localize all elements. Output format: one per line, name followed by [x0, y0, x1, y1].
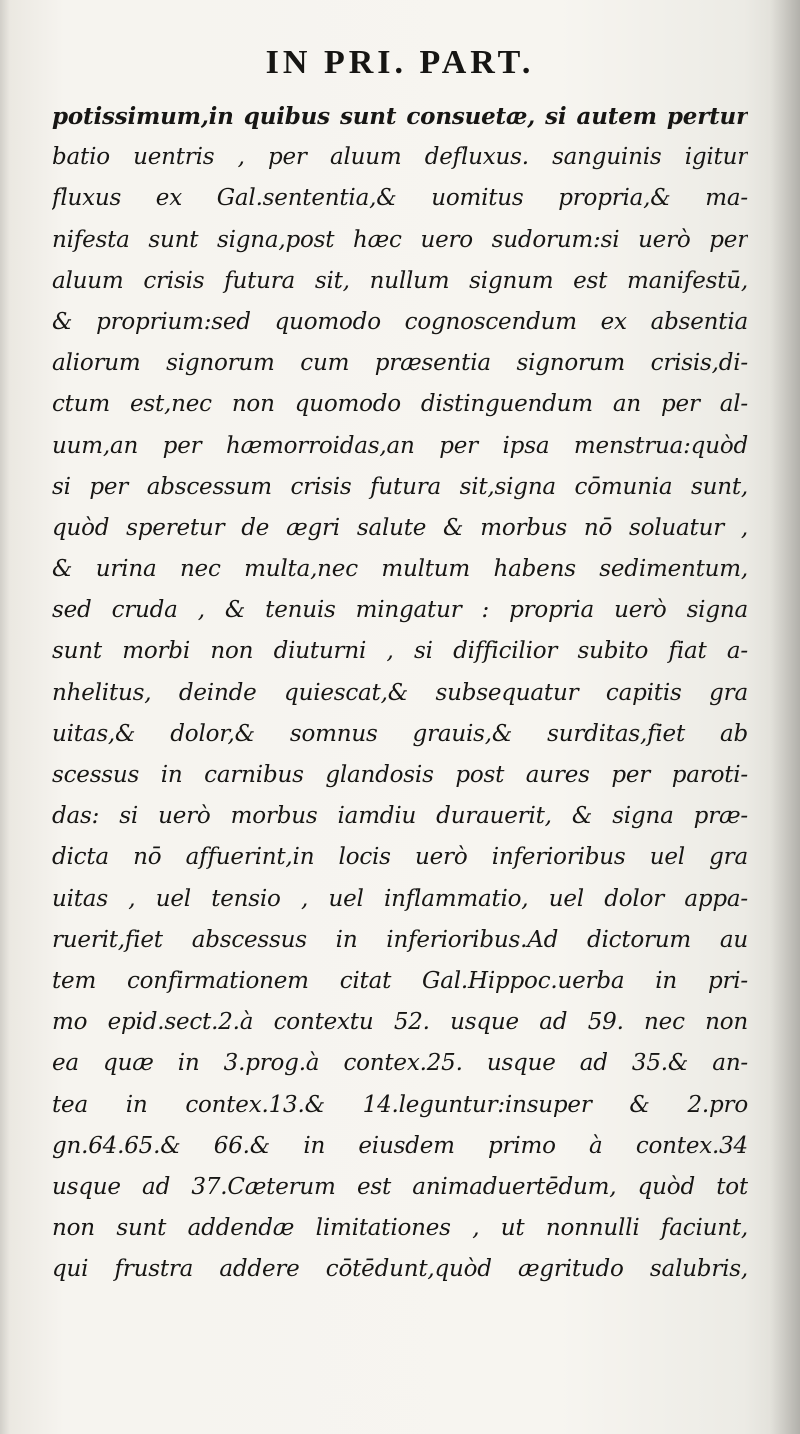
- text-line: dicta nō affuerint,in locis uerò inferioribus uel gra: [52, 844, 748, 871]
- text-line: nifesta sunt signa,post hæc uero sudorum:si uerò per: [52, 226, 748, 253]
- text-line: sunt morbi non diuturni , si difficilior subito fiat a-: [52, 638, 748, 665]
- text-line: nhelitus, deinde quiescat,& subsequatur capitis gra: [52, 679, 748, 706]
- text-line: mo epid.sect.2.à contextu 52. usque ad 59. nec non: [52, 1009, 748, 1036]
- text-line: gn.64.65.& 66.& in eiusdem primo à contex.34: [52, 1132, 748, 1159]
- text-line: qui frustra addere cōtēdunt,quòd ægritudo salubris,: [52, 1256, 748, 1283]
- text-line: si per abscessum crisis futura sit,signa cōmunia sunt,: [52, 473, 748, 500]
- text-line: aliorum signorum cum præsentia signorum crisis,di-: [52, 350, 748, 377]
- text-line: ea quæ in 3.prog.à contex.25. usque ad 35.& an-: [52, 1050, 748, 1077]
- page-left-edge-shadow: [0, 0, 10, 1434]
- text-line: uitas,& dolor,& somnus grauis,& surditas,fiet ab: [52, 720, 748, 747]
- running-head: IN PRI. PART.: [265, 44, 535, 81]
- text-line: ctum est,nec non quomodo distinguendum an per al-: [52, 391, 748, 418]
- page-gutter-shadow: [770, 0, 800, 1434]
- text-line: sed cruda , & tenuis mingatur : propria uerò signa: [52, 597, 748, 624]
- text-block: [52, 96, 748, 1290]
- text-line: uitas , uel tensio , uel inflammatio, uel dolor appa-: [52, 885, 748, 912]
- text-line: potissimum,in quibus sunt consuetæ, si autem pertur: [52, 103, 748, 130]
- text-line: ruerit,fiet abscessus in inferioribus.Ad dictorum au: [52, 926, 748, 953]
- text-line: aluum crisis futura sit, nullum signum est manifestū,: [52, 267, 748, 294]
- text-line: batio uentris , per aluum defluxus. sanguinis igitur: [52, 144, 748, 171]
- text-line: quòd speretur de ægri salute & morbus nō soluatur ,: [52, 514, 748, 541]
- text-line: fluxus ex Gal.sententia,& uomitus propria,& ma-: [52, 185, 748, 212]
- text-line: uum,an per hæmorroidas,an per ipsa menstrua:quòd: [52, 432, 748, 459]
- text-line: tea in contex.13.& 14.leguntur:insuper & 2.pro: [52, 1091, 748, 1118]
- text-line: tem confirmationem citat Gal.Hippoc.uerba in pri-: [52, 967, 748, 994]
- text-line: scessus in carnibus glandosis post aures per paroti-: [52, 762, 748, 788]
- text-line: & urina nec multa,nec multum habens sedimentum,: [52, 556, 748, 583]
- text-line: usque ad 37.Cæterum est animaduertēdum, quòd tot: [52, 1173, 748, 1200]
- text-line: & proprium:sed quomodo cognoscendum ex absentia: [52, 308, 748, 335]
- text-line: non sunt addendæ limitationes , ut nonnulli faciunt,: [52, 1215, 748, 1242]
- text-line: das: si uerò morbus iamdiu durauerit, & signa præ-: [52, 803, 748, 830]
